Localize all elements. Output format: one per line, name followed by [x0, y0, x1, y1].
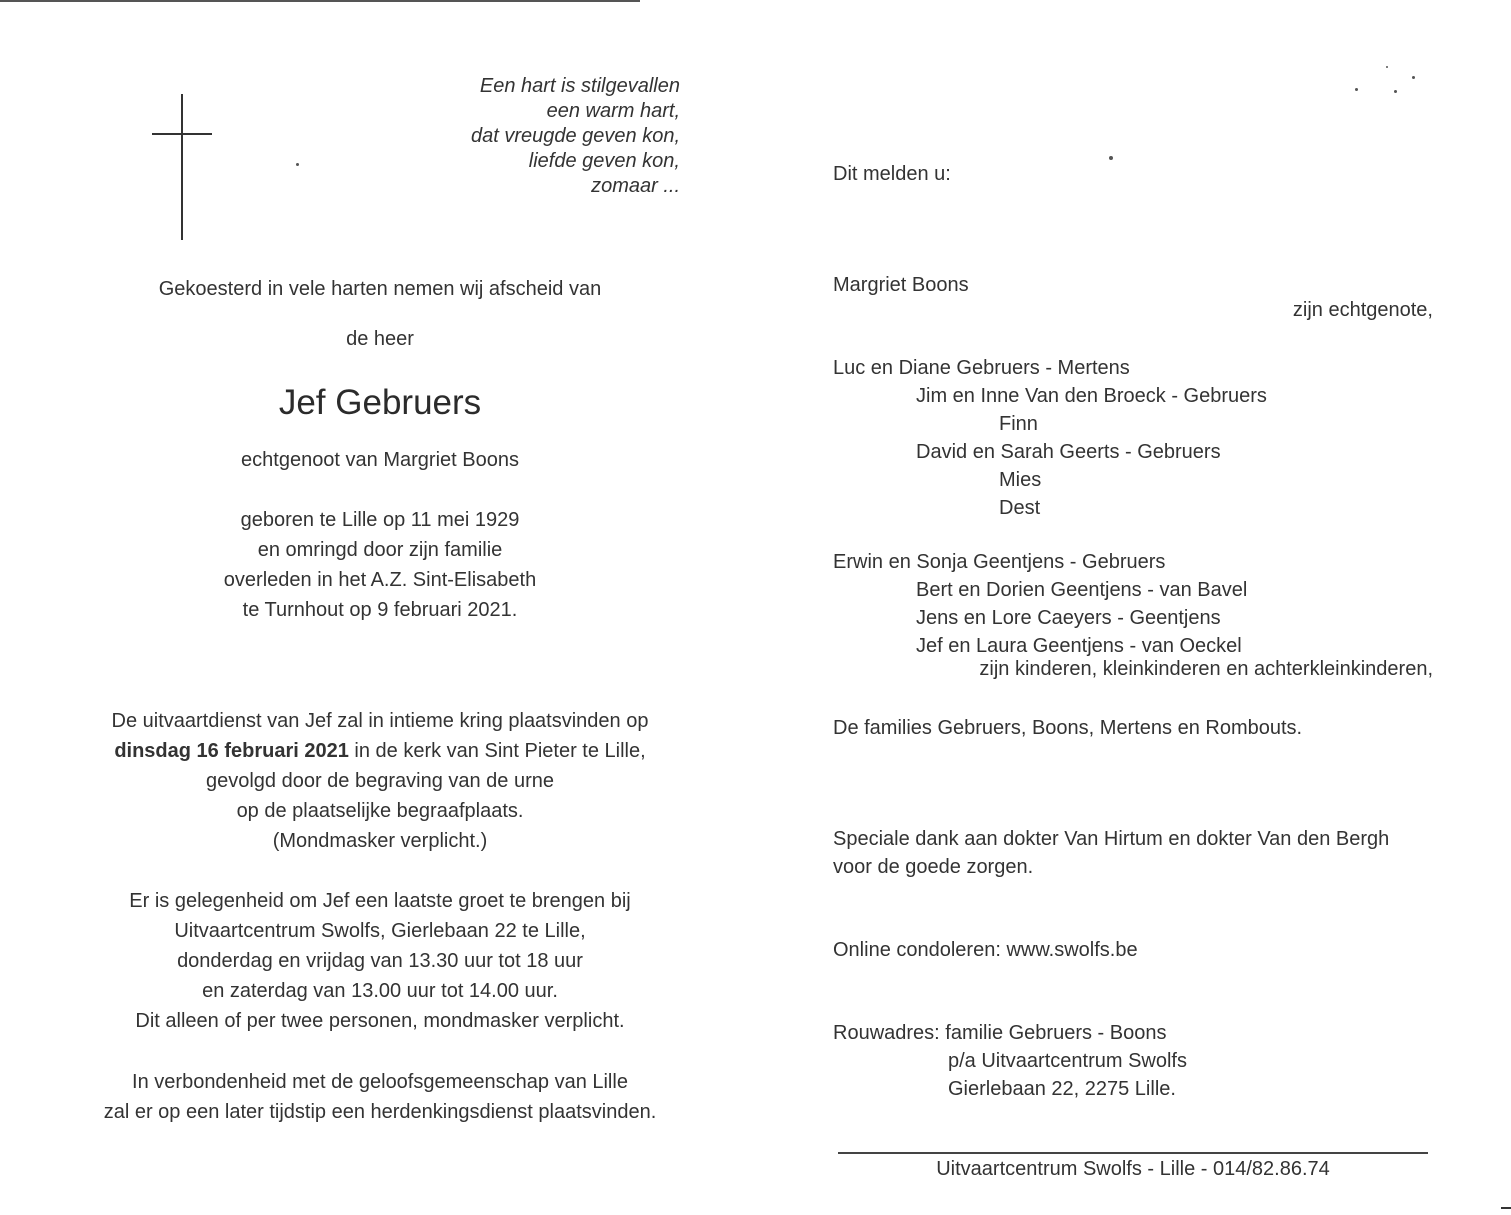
address-line: Gierlebaan 22, 2275 Lille. [948, 1078, 1176, 1100]
service-location: in de kerk van Sint Pieter te Lille, [348, 740, 646, 762]
life-line: en omringd door zijn familie [257, 539, 503, 561]
family-child: Jens en Lore Caeyers - Geentjens [916, 607, 1221, 629]
visit-line: Uitvaartcentrum Swolfs, Gierlebaan 22 te Lille, [174, 920, 586, 942]
footer-divider [838, 1152, 1428, 1154]
family-child: Jim en Inne Van den Broeck - Gebruers [916, 385, 1267, 407]
poem-line: Een hart is stilgevallen [479, 75, 680, 97]
thanks-line: Speciale dank aan dokter Van Hirtum en dokter Van den Bergh [833, 828, 1390, 850]
announce-text: Dit melden u: [833, 163, 951, 185]
address-line: p/a Uitvaartcentrum Swolfs [948, 1050, 1187, 1072]
scan-speck [1386, 66, 1388, 68]
spouse-of-text: echtgenoot van Margriet Boons [241, 449, 519, 471]
top-border-line [0, 0, 640, 2]
family-child: Bert en Dorien Geentjens - van Bavel [916, 579, 1248, 601]
thanks-line: voor de goede zorgen. [833, 856, 1034, 878]
relations-text: zijn kinderen, kleinkinderen en achterkleinkinderen, [979, 658, 1433, 680]
visitation-info [80, 886, 680, 1036]
deceased-name: Jef Gebruers [278, 383, 482, 422]
service-line [80, 736, 680, 766]
poem-line: liefde geven kon, [528, 150, 680, 172]
visit-line: en zaterdag van 13.00 uur tot 14.00 uur. [202, 980, 558, 1002]
service-line: De uitvaartdienst van Jef zal in intieme kring plaatsvinden op [111, 710, 649, 732]
thanks-text [833, 825, 1389, 881]
poem-line: zomaar ... [591, 175, 680, 197]
family-grandchild: Dest [999, 497, 1041, 519]
scan-edge-mark [1501, 1207, 1511, 1209]
community-line: zal er op een later tijdstip een herdenkingsdienst plaatsvinden. [103, 1101, 657, 1123]
life-line: geboren te Lille op 11 mei 1929 [240, 509, 520, 531]
mourning-address [833, 1019, 1187, 1103]
family-head: Erwin en Sonja Geentjens - Gebruers [833, 551, 1166, 573]
online-condolence: Online condoleren: www.swolfs.be [833, 939, 1138, 961]
poem [471, 74, 680, 199]
life-line: overleden in het A.Z. Sint-Elisabeth [223, 569, 537, 591]
poem-line: dat vreugde geven kon, [470, 125, 680, 147]
family-group-1 [833, 354, 1267, 522]
life-details [80, 505, 680, 625]
family-head: Luc en Diane Gebruers - Mertens [833, 357, 1130, 379]
visit-line: Er is gelegenheid om Jef een laatste groet te brengen bij [129, 890, 631, 912]
service-date: dinsdag 16 februari 2021 [114, 740, 349, 762]
spouse-name: Margriet Boons [833, 274, 969, 296]
scan-speck [296, 163, 299, 166]
community-info [80, 1067, 680, 1127]
family-grandchild: Finn [999, 413, 1038, 435]
service-line: (Mondmasker verplicht.) [272, 830, 488, 852]
service-line: op de plaatselijke begraafplaats. [236, 800, 524, 822]
families-text: De families Gebruers, Boons, Mertens en Rombouts. [833, 717, 1303, 739]
scan-speck [1394, 90, 1397, 93]
family-child: Jef en Laura Geentjens - van Oeckel [916, 635, 1242, 657]
scan-speck [1412, 76, 1415, 79]
footer-funeral-home: Uitvaartcentrum Swolfs - Lille - 014/82.86.74 [936, 1158, 1330, 1180]
family-group-2 [833, 548, 1247, 660]
service-line: gevolgd door de begraving van de urne [205, 770, 555, 792]
cross-icon [152, 94, 212, 240]
community-line: In verbondenheid met de geloofsgemeenschap van Lille [132, 1071, 628, 1093]
visit-line: donderdag en vrijdag van 13.30 uur tot 18 uur [177, 950, 583, 972]
family-child: David en Sarah Geerts - Gebruers [916, 441, 1221, 463]
address-line: Rouwadres: familie Gebruers - Boons [833, 1022, 1167, 1044]
life-line: te Turnhout op 9 februari 2021. [242, 599, 518, 621]
honorific: de heer [346, 328, 414, 350]
poem-line: een warm hart, [546, 100, 680, 122]
visit-line: Dit alleen of per twee personen, mondmasker verplicht. [135, 1010, 625, 1032]
funeral-service-info [80, 706, 680, 856]
spouse-role: zijn echtgenote, [1292, 299, 1433, 321]
scan-speck [1109, 156, 1113, 160]
family-grandchild: Mies [999, 469, 1042, 491]
scan-speck [1355, 88, 1358, 91]
intro-text: Gekoesterd in vele harten nemen wij afscheid van [158, 278, 602, 300]
